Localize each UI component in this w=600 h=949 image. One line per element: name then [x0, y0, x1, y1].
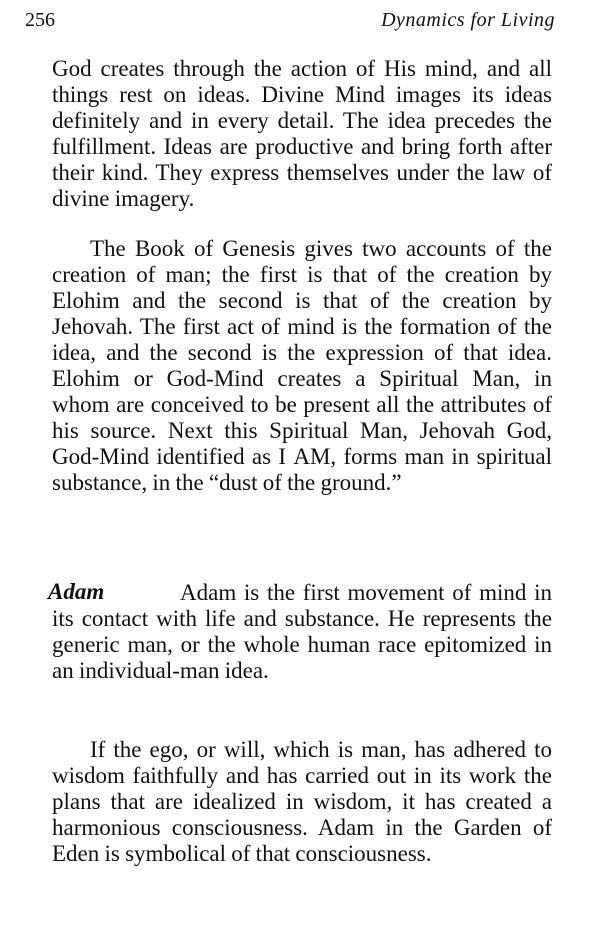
- paragraph-genesis-text-2: , forms man in spiritual substance, in the “dust of the ground.”: [52, 444, 552, 495]
- page-number: 256: [25, 9, 55, 31]
- sidenote-adam: Adam: [48, 579, 105, 604]
- paragraph-adam: Adam is the first movement of mind in its contact with life and substance. He represents the generic man, or the whole human race epitomized in an individual-man idea.: [52, 580, 552, 683]
- paragraph-genesis: [52, 236, 552, 496]
- i-am-smallcaps: AM: [293, 444, 331, 469]
- paragraph-divine-ideas: God creates through the action of His mind, and all things rest on ideas. Divine Mind images its ideas definitely and in every detail. The idea precedes the fulfillment. Ideas are productive and bring forth after their kind. They express themselves under the law of divine imagery.: [52, 56, 552, 211]
- running-title: Dynamics for Living: [381, 9, 555, 31]
- page-header: [25, 6, 555, 34]
- paragraph-genesis-text-1: The Book of Genesis gives two accounts of the creation of man; the first is that of the creation by Elohim and the second is that of the creation by Jehovah. The first act of mind is the formation of the idea, and the second is the expression of that idea. Elohim or God-Mind creates a Spiritual Man, in whom are conceived to be present all the attributes of his source. Next this Spiritual Man, Jehovah God, God-Mind identified as I: [52, 236, 552, 469]
- paragraph-ego-will: If the ego, or will, which is man, has adhered to wisdom faithfully and has carried out in its work the plans that are idealized in wisdom, it has created a harmonious consciousness. Adam in the Garden of Eden is symbolical of that consciousness.: [52, 737, 552, 866]
